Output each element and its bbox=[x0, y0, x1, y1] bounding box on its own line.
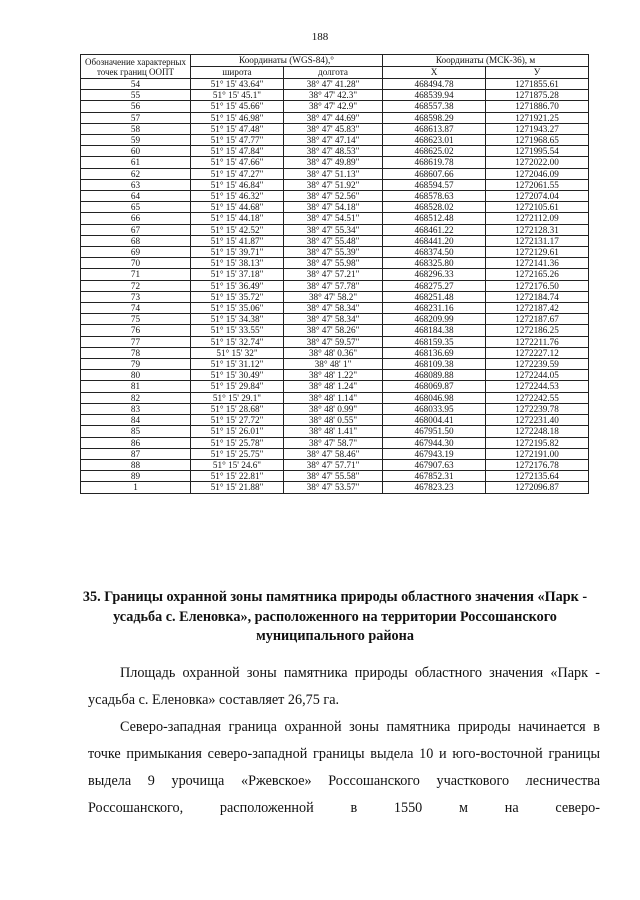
header-wgs: Координаты (WGS-84),° bbox=[191, 55, 383, 67]
longitude-cell: 38° 47' 55.98" bbox=[284, 258, 383, 269]
table-row bbox=[81, 426, 589, 437]
longitude-cell: 38° 47' 57.21" bbox=[284, 269, 383, 280]
latitude-cell: 51° 15' 25.75" bbox=[191, 448, 284, 459]
table-row bbox=[81, 314, 589, 325]
table-row bbox=[81, 101, 589, 112]
y-cell: 1271968.65 bbox=[486, 135, 589, 146]
longitude-cell: 38° 47' 55.58" bbox=[284, 471, 383, 482]
point-id-cell: 80 bbox=[81, 370, 191, 381]
page-number: 188 bbox=[311, 31, 329, 43]
area-paragraph: Площадь охранной зоны памятника природы областного значения «Парк - усадьба с. Еленовка» составляет 26,75 га. bbox=[88, 665, 600, 708]
x-cell: 468607.66 bbox=[383, 168, 486, 179]
point-id-cell: 74 bbox=[81, 303, 191, 314]
section-heading: 35. Границы охранной зоны памятника природы областного значения «Парк - усадьба с. Еленовка», расположенного на территории Россошанского муниципального района bbox=[82, 589, 588, 644]
latitude-cell: 51° 15' 30.49" bbox=[191, 370, 284, 381]
y-cell: 1272184.74 bbox=[486, 291, 589, 302]
y-cell: 1272239.78 bbox=[486, 403, 589, 414]
x-cell: 468046.98 bbox=[383, 392, 486, 403]
x-cell: 468594.57 bbox=[383, 179, 486, 190]
longitude-cell: 38° 47' 57.78" bbox=[284, 280, 383, 291]
y-cell: 1272176.50 bbox=[486, 280, 589, 291]
y-cell: 1272096.87 bbox=[486, 482, 589, 493]
latitude-cell: 51° 15' 27.72" bbox=[191, 415, 284, 426]
y-cell: 1272186.25 bbox=[486, 325, 589, 336]
header-x: X bbox=[383, 67, 486, 79]
header-y: У bbox=[486, 67, 589, 79]
point-id-cell: 83 bbox=[81, 403, 191, 414]
latitude-cell: 51° 15' 46.84" bbox=[191, 179, 284, 190]
point-id-cell: 58 bbox=[81, 123, 191, 134]
table-row bbox=[81, 213, 589, 224]
x-cell: 468033.95 bbox=[383, 403, 486, 414]
longitude-cell: 38° 47' 58.26" bbox=[284, 325, 383, 336]
longitude-cell: 38° 47' 51.92" bbox=[284, 179, 383, 190]
y-cell: 1272128.31 bbox=[486, 224, 589, 235]
y-cell: 1272242.55 bbox=[486, 392, 589, 403]
y-cell: 1272112.09 bbox=[486, 213, 589, 224]
y-cell: 1272187.42 bbox=[486, 303, 589, 314]
x-cell: 467944.30 bbox=[383, 437, 486, 448]
y-cell: 1271921.25 bbox=[486, 112, 589, 123]
latitude-cell: 51° 15' 45.66" bbox=[191, 101, 284, 112]
point-id-cell: 70 bbox=[81, 258, 191, 269]
x-cell: 468374.50 bbox=[383, 247, 486, 258]
point-id-cell: 76 bbox=[81, 325, 191, 336]
coordinates-table-body bbox=[81, 79, 589, 494]
x-cell: 468598.29 bbox=[383, 112, 486, 123]
y-cell: 1272244.05 bbox=[486, 370, 589, 381]
header-point: Обозначение характерных точек границ ООПТ bbox=[81, 55, 191, 79]
latitude-cell: 51° 15' 34.38" bbox=[191, 314, 284, 325]
table-row bbox=[81, 471, 589, 482]
x-cell: 468159.35 bbox=[383, 336, 486, 347]
table-row bbox=[81, 202, 589, 213]
table-row bbox=[81, 157, 589, 168]
table-row bbox=[81, 392, 589, 403]
latitude-cell: 51° 15' 44.68" bbox=[191, 202, 284, 213]
point-id-cell: 82 bbox=[81, 392, 191, 403]
y-cell: 1271943.27 bbox=[486, 123, 589, 134]
header-longitude: долгота bbox=[284, 67, 383, 79]
y-cell: 1272135.64 bbox=[486, 471, 589, 482]
latitude-cell: 51° 15' 33.55" bbox=[191, 325, 284, 336]
longitude-cell: 38° 47' 47.14" bbox=[284, 135, 383, 146]
x-cell: 468184.38 bbox=[383, 325, 486, 336]
latitude-cell: 51° 15' 21.88" bbox=[191, 482, 284, 493]
x-cell: 468578.63 bbox=[383, 191, 486, 202]
longitude-cell: 38° 47' 54.18" bbox=[284, 202, 383, 213]
point-id-cell: 89 bbox=[81, 471, 191, 482]
table-row bbox=[81, 303, 589, 314]
longitude-cell: 38° 47' 41.28" bbox=[284, 79, 383, 90]
table-row bbox=[81, 403, 589, 414]
latitude-cell: 51° 15' 43.64" bbox=[191, 79, 284, 90]
longitude-cell: 38° 47' 44.69" bbox=[284, 112, 383, 123]
x-cell: 467823.23 bbox=[383, 482, 486, 493]
latitude-cell: 51° 15' 28.68" bbox=[191, 403, 284, 414]
x-cell: 467907.63 bbox=[383, 459, 486, 470]
table-row bbox=[81, 359, 589, 370]
longitude-cell: 38° 47' 53.57" bbox=[284, 482, 383, 493]
table-row bbox=[81, 291, 589, 302]
x-cell: 468231.16 bbox=[383, 303, 486, 314]
table-row bbox=[81, 135, 589, 146]
point-id-cell: 1 bbox=[81, 482, 191, 493]
coordinates-table bbox=[80, 54, 589, 494]
x-cell: 468209.99 bbox=[383, 314, 486, 325]
latitude-cell: 51° 15' 47.48" bbox=[191, 123, 284, 134]
y-cell: 1272131.17 bbox=[486, 235, 589, 246]
x-cell: 468619.78 bbox=[383, 157, 486, 168]
table-row bbox=[81, 325, 589, 336]
longitude-cell: 38° 47' 57.71" bbox=[284, 459, 383, 470]
latitude-cell: 51° 15' 41.87" bbox=[191, 235, 284, 246]
table-row bbox=[81, 437, 589, 448]
longitude-cell: 38° 47' 58.7" bbox=[284, 437, 383, 448]
x-cell: 468528.02 bbox=[383, 202, 486, 213]
x-cell: 468251.48 bbox=[383, 291, 486, 302]
latitude-cell: 51° 15' 47.27" bbox=[191, 168, 284, 179]
y-cell: 1271875.28 bbox=[486, 90, 589, 101]
point-id-cell: 60 bbox=[81, 146, 191, 157]
longitude-cell: 38° 47' 42.9" bbox=[284, 101, 383, 112]
longitude-cell: 38° 47' 58.34" bbox=[284, 314, 383, 325]
longitude-cell: 38° 48' 1.22" bbox=[284, 370, 383, 381]
header-latitude: широта bbox=[191, 67, 284, 79]
point-id-cell: 64 bbox=[81, 191, 191, 202]
x-cell: 468557.38 bbox=[383, 101, 486, 112]
table-row bbox=[81, 224, 589, 235]
latitude-cell: 51° 15' 47.77" bbox=[191, 135, 284, 146]
table-row bbox=[81, 258, 589, 269]
point-id-cell: 85 bbox=[81, 426, 191, 437]
table-row bbox=[81, 280, 589, 291]
table-row bbox=[81, 112, 589, 123]
y-cell: 1271855.61 bbox=[486, 79, 589, 90]
table-row bbox=[81, 415, 589, 426]
y-cell: 1272176.78 bbox=[486, 459, 589, 470]
y-cell: 1272061.55 bbox=[486, 179, 589, 190]
boundary-paragraph: Северо-западная граница охранной зоны памятника природы начинается в точке примыкания северо-западной границы выдела 10 и юго-восточной границы выдела 9 урочища «Ржевское» Россошанского участкового лесничества Россошанского, расположенной в 1550 м на северо- bbox=[88, 719, 600, 816]
y-cell: 1272187.67 bbox=[486, 314, 589, 325]
longitude-cell: 38° 48' 1.14" bbox=[284, 392, 383, 403]
table-row bbox=[81, 370, 589, 381]
y-cell: 1272074.04 bbox=[486, 191, 589, 202]
latitude-cell: 51° 15' 38.13" bbox=[191, 258, 284, 269]
point-id-cell: 55 bbox=[81, 90, 191, 101]
table-row bbox=[81, 123, 589, 134]
longitude-cell: 38° 47' 48.53" bbox=[284, 146, 383, 157]
y-cell: 1272231.40 bbox=[486, 415, 589, 426]
header-msk: Координаты (МСК-36), м bbox=[383, 55, 589, 67]
table-row bbox=[81, 269, 589, 280]
latitude-cell: 51° 15' 35.72" bbox=[191, 291, 284, 302]
point-id-cell: 73 bbox=[81, 291, 191, 302]
x-cell: 468441.20 bbox=[383, 235, 486, 246]
y-cell: 1272191.00 bbox=[486, 448, 589, 459]
x-cell: 468136.69 bbox=[383, 347, 486, 358]
point-id-cell: 78 bbox=[81, 347, 191, 358]
latitude-cell: 51° 15' 26.01" bbox=[191, 426, 284, 437]
y-cell: 1272227.12 bbox=[486, 347, 589, 358]
point-id-cell: 54 bbox=[81, 79, 191, 90]
longitude-cell: 38° 48' 1.41" bbox=[284, 426, 383, 437]
longitude-cell: 38° 48' 0.99" bbox=[284, 403, 383, 414]
latitude-cell: 51° 15' 35.06" bbox=[191, 303, 284, 314]
latitude-cell: 51° 15' 46.98" bbox=[191, 112, 284, 123]
table-row bbox=[81, 336, 589, 347]
x-cell: 468539.94 bbox=[383, 90, 486, 101]
longitude-cell: 38° 47' 59.57" bbox=[284, 336, 383, 347]
latitude-cell: 51° 15' 29.84" bbox=[191, 381, 284, 392]
latitude-cell: 51° 15' 22.81" bbox=[191, 471, 284, 482]
point-id-cell: 77 bbox=[81, 336, 191, 347]
longitude-cell: 38° 47' 54.51" bbox=[284, 213, 383, 224]
table-row bbox=[81, 459, 589, 470]
table-row bbox=[81, 79, 589, 90]
table-row bbox=[81, 191, 589, 202]
y-cell: 1272129.61 bbox=[486, 247, 589, 258]
longitude-cell: 38° 48' 0.36" bbox=[284, 347, 383, 358]
latitude-cell: 51° 15' 25.78" bbox=[191, 437, 284, 448]
point-id-cell: 84 bbox=[81, 415, 191, 426]
y-cell: 1271995.54 bbox=[486, 146, 589, 157]
latitude-cell: 51° 15' 32.74" bbox=[191, 336, 284, 347]
longitude-cell: 38° 48' 1" bbox=[284, 359, 383, 370]
x-cell: 468625.02 bbox=[383, 146, 486, 157]
x-cell: 468109.38 bbox=[383, 359, 486, 370]
x-cell: 468004.41 bbox=[383, 415, 486, 426]
point-id-cell: 79 bbox=[81, 359, 191, 370]
point-id-cell: 68 bbox=[81, 235, 191, 246]
x-cell: 467951.50 bbox=[383, 426, 486, 437]
point-id-cell: 66 bbox=[81, 213, 191, 224]
point-id-cell: 72 bbox=[81, 280, 191, 291]
x-cell: 468494.78 bbox=[383, 79, 486, 90]
table-row bbox=[81, 381, 589, 392]
y-cell: 1272141.36 bbox=[486, 258, 589, 269]
table-row bbox=[81, 448, 589, 459]
longitude-cell: 38° 47' 45.83" bbox=[284, 123, 383, 134]
longitude-cell: 38° 47' 49.89" bbox=[284, 157, 383, 168]
point-id-cell: 56 bbox=[81, 101, 191, 112]
y-cell: 1272244.53 bbox=[486, 381, 589, 392]
table-row bbox=[81, 168, 589, 179]
y-cell: 1272195.82 bbox=[486, 437, 589, 448]
y-cell: 1272165.26 bbox=[486, 269, 589, 280]
y-cell: 1272239.59 bbox=[486, 359, 589, 370]
point-id-cell: 63 bbox=[81, 179, 191, 190]
longitude-cell: 38° 47' 42.3" bbox=[284, 90, 383, 101]
y-cell: 1272211.76 bbox=[486, 336, 589, 347]
point-id-cell: 87 bbox=[81, 448, 191, 459]
longitude-cell: 38° 47' 58.46" bbox=[284, 448, 383, 459]
x-cell: 468623.01 bbox=[383, 135, 486, 146]
latitude-cell: 51° 15' 44.18" bbox=[191, 213, 284, 224]
point-id-cell: 75 bbox=[81, 314, 191, 325]
x-cell: 468069.87 bbox=[383, 381, 486, 392]
latitude-cell: 51° 15' 46.32" bbox=[191, 191, 284, 202]
table-row bbox=[81, 146, 589, 157]
x-cell: 468613.87 bbox=[383, 123, 486, 134]
x-cell: 468512.48 bbox=[383, 213, 486, 224]
x-cell: 468461.22 bbox=[383, 224, 486, 235]
longitude-cell: 38° 47' 55.39" bbox=[284, 247, 383, 258]
latitude-cell: 51° 15' 24.6" bbox=[191, 459, 284, 470]
x-cell: 468325.80 bbox=[383, 258, 486, 269]
point-id-cell: 61 bbox=[81, 157, 191, 168]
latitude-cell: 51° 15' 37.18" bbox=[191, 269, 284, 280]
table-row bbox=[81, 179, 589, 190]
latitude-cell: 51° 15' 31.12" bbox=[191, 359, 284, 370]
table-row bbox=[81, 482, 589, 493]
longitude-cell: 38° 47' 51.13" bbox=[284, 168, 383, 179]
longitude-cell: 38° 47' 55.34" bbox=[284, 224, 383, 235]
latitude-cell: 51° 15' 47.66" bbox=[191, 157, 284, 168]
point-id-cell: 57 bbox=[81, 112, 191, 123]
point-id-cell: 62 bbox=[81, 168, 191, 179]
latitude-cell: 51° 15' 32" bbox=[191, 347, 284, 358]
x-cell: 468089.88 bbox=[383, 370, 486, 381]
latitude-cell: 51° 15' 36.49" bbox=[191, 280, 284, 291]
x-cell: 467943.19 bbox=[383, 448, 486, 459]
point-id-cell: 86 bbox=[81, 437, 191, 448]
point-id-cell: 69 bbox=[81, 247, 191, 258]
table-row bbox=[81, 90, 589, 101]
latitude-cell: 51° 15' 47.84" bbox=[191, 146, 284, 157]
y-cell: 1271886.70 bbox=[486, 101, 589, 112]
latitude-cell: 51° 15' 39.71" bbox=[191, 247, 284, 258]
latitude-cell: 51° 15' 29.1" bbox=[191, 392, 284, 403]
point-id-cell: 65 bbox=[81, 202, 191, 213]
table-row bbox=[81, 347, 589, 358]
longitude-cell: 38° 47' 58.2" bbox=[284, 291, 383, 302]
longitude-cell: 38° 47' 55.48" bbox=[284, 235, 383, 246]
y-cell: 1272105.61 bbox=[486, 202, 589, 213]
longitude-cell: 38° 48' 1.24" bbox=[284, 381, 383, 392]
x-cell: 468296.33 bbox=[383, 269, 486, 280]
latitude-cell: 51° 15' 45.1" bbox=[191, 90, 284, 101]
x-cell: 467852.31 bbox=[383, 471, 486, 482]
x-cell: 468275.27 bbox=[383, 280, 486, 291]
point-id-cell: 81 bbox=[81, 381, 191, 392]
latitude-cell: 51° 15' 42.52" bbox=[191, 224, 284, 235]
longitude-cell: 38° 47' 58.34" bbox=[284, 303, 383, 314]
point-id-cell: 67 bbox=[81, 224, 191, 235]
longitude-cell: 38° 47' 52.56" bbox=[284, 191, 383, 202]
y-cell: 1272046.09 bbox=[486, 168, 589, 179]
y-cell: 1272022.00 bbox=[486, 157, 589, 168]
point-id-cell: 59 bbox=[81, 135, 191, 146]
point-id-cell: 88 bbox=[81, 459, 191, 470]
y-cell: 1272248.18 bbox=[486, 426, 589, 437]
table-row bbox=[81, 235, 589, 246]
table-row bbox=[81, 247, 589, 258]
longitude-cell: 38° 48' 0.55" bbox=[284, 415, 383, 426]
point-id-cell: 71 bbox=[81, 269, 191, 280]
